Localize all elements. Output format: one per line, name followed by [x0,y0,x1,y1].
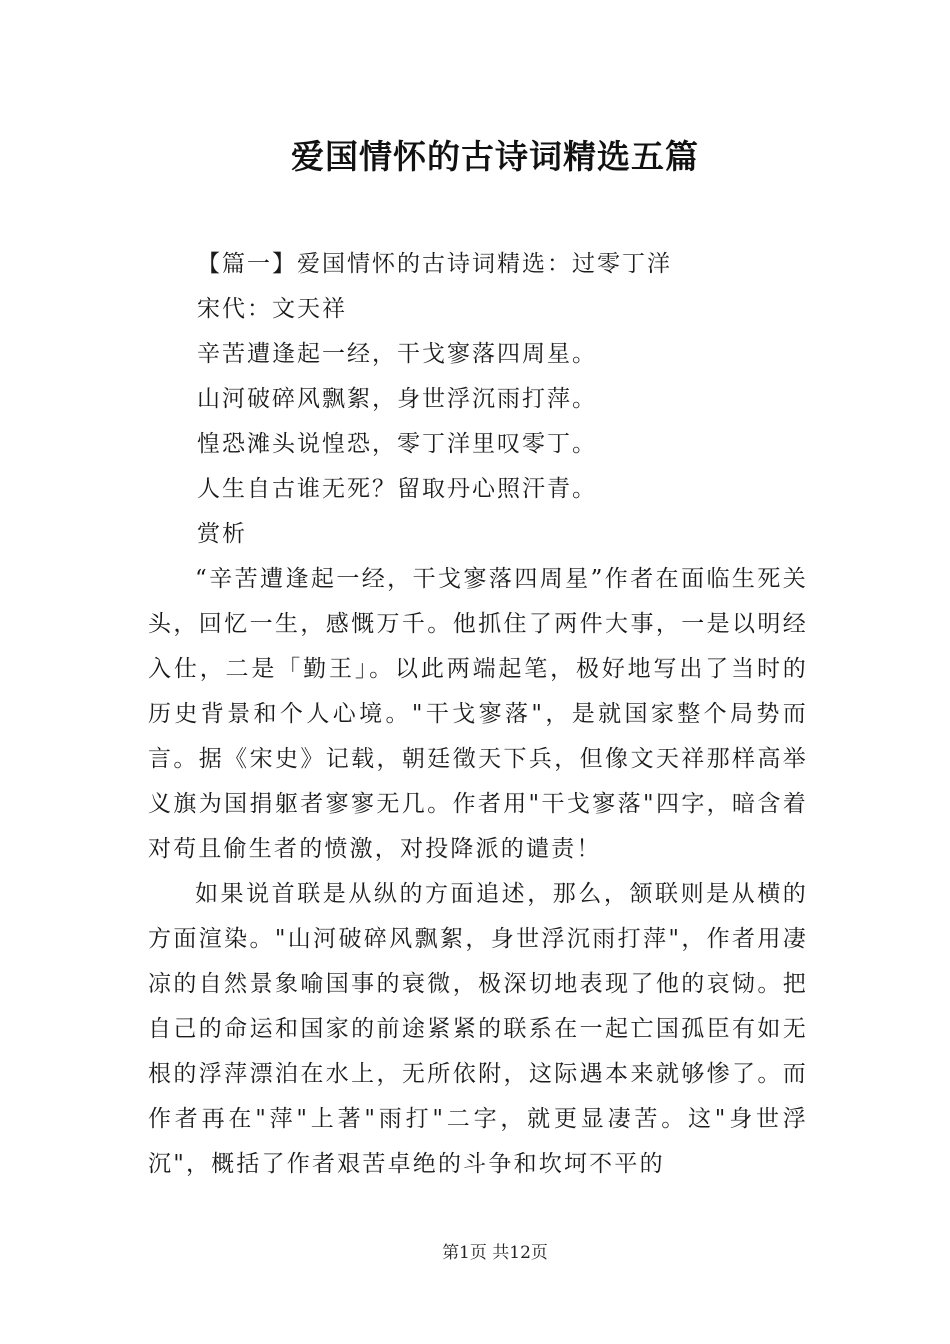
document-title: 爱国情怀的古诗词精选五篇 [291,137,699,176]
poem-line: 人生自古谁无死？留取丹心照汗青。 [197,476,597,502]
analysis-label: 赏析 [197,521,247,547]
analysis-paragraph: 如果说首联是从纵的方面追述，那么，颔联则是从横的方面渲染。"山河破碎风飘絮，身世浮沉雨打萍"，作者用凄凉的自然景象喻国事的衰微，极深切地表现了他的哀恸。把自己的命运和国家的前途紧紧的联系在一起亡国孤臣有如无根的浮萍漂泊在水上，无所依附，这际遇本来就够惨了。而作者再在"萍"上著"雨打"二字，就更显凄苦。这"身世浮沉"，概括了作者艰苦卓绝的斗争和坎坷不平的 [148,881,808,1177]
page-footer: 第1页 共12页 [442,1243,548,1263]
poem-line: 惶恐滩头说惶恐，零丁洋里叹零丁。 [197,431,597,457]
analysis-paragraph: “辛苦遭逢起一经，干戈寥落四周星”作者在面临生死关头，回忆一生，感慨万千。他抓住了两件大事，一是以明经入仕，二是「勤王」。以此两端起笔，极好地写出了当时的历史背景和个人心境。"干戈寥落"，是就国家整个局势而言。据《宋史》记载，朝廷徵天下兵，但像文天祥那样高举义旗为国捐躯者寥寥无几。作者用"干戈寥落"四字，暗含着对苟且偷生者的愤激，对投降派的谴责！ [148,566,808,862]
document-body [148,242,808,1187]
poem-author: 宋代：文天祥 [197,296,347,322]
poem-line: 山河破碎风飘絮，身世浮沉雨打萍。 [197,386,597,412]
section-heading: 【篇一】爱国情怀的古诗词精选：过零丁洋 [197,251,672,277]
poem-line: 辛苦遭逢起一经，干戈寥落四周星。 [197,341,597,367]
